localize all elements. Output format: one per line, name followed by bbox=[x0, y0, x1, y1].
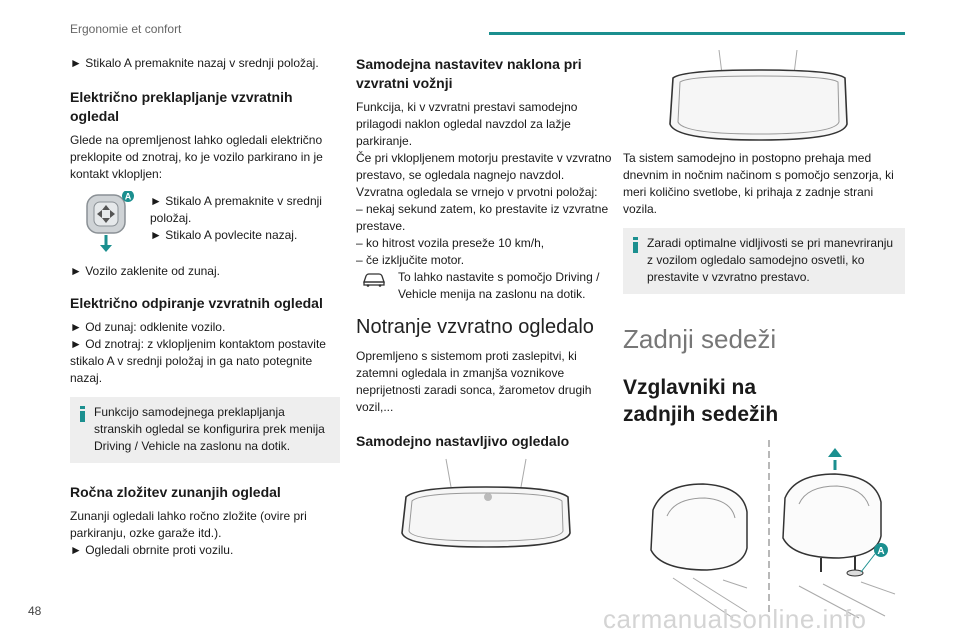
heading-electric-unfolding: Električno odpiranje vzvratnih ogledal bbox=[70, 295, 323, 311]
header-section-title: Ergonomie et confort bbox=[70, 22, 182, 36]
switch-instruction-middle: ► Stikalo A premaknite v srednji položaj. bbox=[150, 194, 322, 225]
vehicle-settings-icon bbox=[362, 271, 386, 287]
instruction-return-switch: ► Stikalo A premaknite nazaj v srednji položaj. bbox=[70, 56, 319, 70]
info-box-mirror-lighting bbox=[623, 228, 905, 294]
switch-instructions bbox=[150, 193, 330, 244]
instruction-unfold-inside: ► Od znotraj: z vklopljenim kontaktom postavite stikalo A v srednji položaj in ga nato potegnite nazaj. bbox=[70, 337, 326, 385]
heading-auto-mirror: Samodejno nastavljivo ogledalo bbox=[356, 433, 570, 449]
section-title-rear-seats: Zadnji sedeži bbox=[623, 324, 777, 354]
vehicle-settings-text: To lahko nastavite s pomočjo Driving / Vehicle menija na zaslonu na dotik. bbox=[398, 270, 600, 301]
info-text-mirror-lighting: Zaradi optimalne vidljivosti se pri manevriranju z vozilom ogledalo samodejno osvetli, ko prestavite v vzvratno prestavo. bbox=[647, 236, 894, 284]
rear-headrests-illustration bbox=[623, 440, 905, 620]
paragraph-sensor-system: Ta sistem samodejno in postopno prehaja med dnevnim in nočnim načinom s pomočjo senzorja, ki meri količino svetlobe, ki prihaja z zadnje strani vozila. bbox=[623, 151, 894, 216]
paragraph-folding-intro: Glede na opremljenost lahko ogledali električno preklopite od znotraj, ko je vozilo parkirano in je kontakt vklopljen: bbox=[70, 133, 323, 181]
list-item-tilt-seconds: – nekaj sekund zatem, ko prestavite iz vzvratne prestave. bbox=[356, 202, 609, 233]
instruction-unlock-outside: ► Od zunaj: odklenite vozilo. bbox=[70, 320, 226, 334]
paragraph-anti-dazzle: Opremljeno s sistemom proti zaslepitvi, ki zatemni ogledala in zmanjša voznikove neprijetnosti zaradi sonca, žarometov drugih vozil,... bbox=[356, 349, 592, 414]
paragraph-tilt-return: Vzvratna ogledala se vrnejo v prvotni položaj: bbox=[356, 185, 598, 199]
mirror-switch-icon bbox=[82, 191, 142, 253]
heading-reverse-tilt: Samodejna nastavitev naklona pri vzvratni vožnji bbox=[356, 56, 582, 91]
heading-manual-folding: Ročna zložitev zunanjih ogledal bbox=[70, 484, 281, 500]
vehicle-settings-note bbox=[356, 269, 618, 303]
info-icon bbox=[632, 237, 640, 253]
column-left bbox=[70, 55, 340, 559]
column-right bbox=[623, 55, 905, 620]
list-item-tilt-speed: – ko hitrost vozila preseže 10 km/h, bbox=[356, 236, 545, 250]
headrest-callout-label: A bbox=[877, 546, 885, 557]
page-number: 48 bbox=[28, 604, 42, 618]
instruction-lock-vehicle: ► Vozilo zaklenite od zunaj. bbox=[70, 264, 220, 278]
switch-instruction-back: ► Stikalo A povlecite nazaj. bbox=[150, 228, 298, 242]
paragraph-manual-folding: Zunanji ogledali lahko ročno zložite (ovire pri parkiranju, ozke garaže itd.). bbox=[70, 509, 307, 540]
column-middle bbox=[356, 55, 618, 555]
info-box-auto-folding bbox=[70, 397, 340, 463]
switch-callout-label: A bbox=[124, 191, 132, 202]
heading-rear-headrests: Vzglavniki na zadnjih sedežih bbox=[623, 376, 779, 426]
mirror-night-illustration bbox=[623, 50, 905, 144]
switch-figure-block bbox=[70, 193, 340, 253]
list-item-tilt-engine: – če izključite motor. bbox=[356, 253, 465, 267]
info-icon bbox=[79, 406, 87, 422]
heading-interior-mirror: Notranje vzvratno ogledalo bbox=[356, 316, 594, 338]
watermark: carmanualsonline.info bbox=[603, 604, 867, 634]
instruction-turn-mirrors: ► Ogledali obrnite proti vozilu. bbox=[70, 543, 234, 557]
info-text-auto-folding: Funkcijo samodejnega preklapljanja stranskih ogledal se konfigurira prek menija Driving / Vehicle na zaslonu na dotik. bbox=[94, 405, 325, 453]
interior-mirror-illustration bbox=[356, 455, 618, 555]
paragraph-tilt-reverse: Če pri vklopljenem motorju prestavite v vzvratno prestavo, se ogledala nagnejo navzdol. bbox=[356, 151, 612, 182]
paragraph-tilt-function: Funkcija, ki v vzvratni prestavi samodejno prilagodi naklon ogledal navzdol za lažje parkiranje. bbox=[356, 100, 578, 148]
heading-electric-folding: Električno preklapljanje vzvratnih ogledal bbox=[70, 89, 293, 124]
header-accent-bar bbox=[489, 32, 905, 35]
